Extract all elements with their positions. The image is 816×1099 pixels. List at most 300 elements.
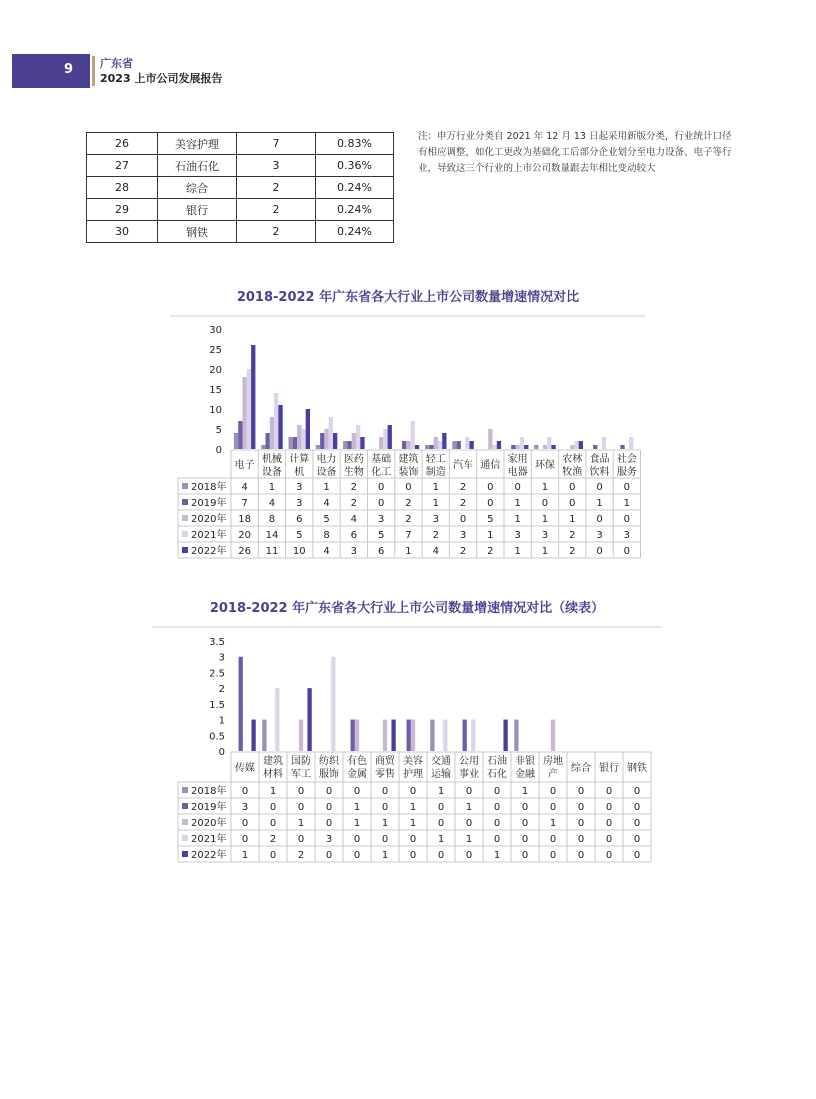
data-label: 0 — [353, 834, 361, 845]
category-label: 军工 — [291, 769, 311, 780]
bar — [503, 720, 507, 751]
bar — [270, 417, 274, 449]
y-tick-label: 5 — [215, 425, 222, 436]
data-label: 0 — [487, 482, 494, 493]
data-label: 2 — [569, 546, 576, 557]
header-region: 广东省 — [100, 57, 133, 70]
table-cell: 28 — [87, 177, 158, 199]
data-label: 0 — [325, 818, 333, 829]
table-cell: 29 — [87, 199, 158, 221]
y-tick-label: 2.5 — [209, 668, 225, 680]
bar — [383, 429, 387, 449]
y-tick-label: 15 — [209, 385, 222, 396]
data-label: 0 — [549, 834, 557, 845]
table-cell: 2 — [237, 221, 316, 243]
data-label: 2 — [405, 514, 412, 525]
table-cell: 26 — [87, 133, 158, 155]
data-label: 1 — [323, 482, 330, 493]
category-label: 国防 — [291, 756, 311, 767]
data-label: 1 — [353, 818, 361, 829]
data-label: 0 — [577, 834, 585, 845]
table-cell: 2 — [237, 177, 316, 199]
data-label: 1 — [381, 850, 389, 861]
table-cell: 2 — [237, 199, 316, 221]
category-label: 纺织 — [319, 756, 339, 767]
data-label: 0 — [493, 818, 501, 829]
legend-swatch — [182, 499, 188, 505]
bar — [415, 445, 419, 449]
data-label: 0 — [633, 818, 641, 829]
data-label: 0 — [241, 834, 249, 845]
category-label: 美容 — [403, 756, 423, 767]
bar — [307, 688, 311, 751]
data-label: 0 — [437, 850, 445, 861]
data-label: 1 — [541, 546, 549, 557]
category-label: 房地 — [543, 756, 563, 767]
data-label: 0 — [325, 802, 333, 813]
legend-label: 2020年 — [191, 514, 227, 525]
bar — [251, 720, 255, 751]
y-tick-label: 1.5 — [209, 699, 225, 711]
data-label: 0 — [409, 850, 417, 861]
data-label: 1 — [569, 514, 576, 525]
data-label: 1 — [297, 818, 305, 829]
data-label: 0 — [521, 834, 529, 845]
y-tick-label: 3.5 — [209, 637, 225, 648]
data-label: 0 — [596, 546, 603, 557]
category-label: 服饰 — [319, 769, 339, 780]
category-label: 汽车 — [453, 460, 474, 471]
bar — [343, 441, 347, 449]
category-label: 机械 — [261, 454, 282, 465]
data-label: 0 — [269, 850, 277, 861]
category-label: 传媒 — [235, 763, 255, 774]
data-label: 2 — [350, 498, 358, 509]
data-label: 0 — [521, 802, 529, 813]
bar — [293, 437, 297, 449]
page-number: 9 — [64, 62, 74, 77]
bar — [316, 445, 320, 449]
bar — [438, 441, 442, 449]
data-label: 0 — [353, 786, 361, 797]
y-tick-label: 25 — [209, 345, 222, 356]
category-label: 环保 — [534, 460, 555, 471]
category-label: 医药 — [343, 454, 364, 465]
data-label: 1 — [541, 514, 549, 525]
legend-label: 2019年 — [191, 498, 227, 509]
data-label: 8 — [268, 514, 276, 525]
category-label: 食品 — [589, 454, 610, 465]
data-label: 0 — [465, 850, 473, 861]
data-label: 3 — [623, 530, 631, 541]
category-label: 生物 — [343, 467, 364, 478]
bar — [516, 445, 520, 449]
category-label: 公用 — [459, 756, 479, 767]
category-label: 基础 — [371, 454, 392, 465]
data-label: 0 — [381, 834, 389, 845]
data-label: 0 — [577, 786, 585, 797]
table-cell: 3 — [237, 155, 316, 177]
data-label: 0 — [269, 802, 277, 813]
data-label: 0 — [623, 546, 631, 557]
bar — [388, 425, 392, 449]
category-label: 运输 — [431, 769, 451, 780]
data-label: 0 — [493, 834, 501, 845]
bar — [289, 437, 293, 449]
bar — [547, 437, 551, 449]
category-label: 通信 — [480, 460, 501, 471]
data-label: 4 — [350, 514, 358, 525]
bar — [402, 441, 406, 449]
category-label: 非银 — [515, 756, 535, 767]
data-label: 0 — [377, 498, 385, 509]
data-label: 0 — [381, 802, 389, 813]
data-label: 0 — [241, 818, 249, 829]
legend-swatch — [182, 819, 188, 825]
bar — [360, 437, 364, 449]
data-label: 2 — [350, 482, 358, 493]
category-label: 化工 — [371, 467, 392, 478]
data-label: 0 — [605, 850, 613, 861]
bar — [320, 433, 324, 449]
category-label: 产 — [548, 769, 558, 780]
bar — [511, 445, 515, 449]
data-label: 11 — [265, 546, 279, 557]
data-label: 0 — [465, 786, 473, 797]
data-label: 0 — [353, 850, 361, 861]
bar — [383, 720, 387, 751]
data-label: 2 — [459, 546, 467, 557]
bar — [301, 429, 305, 449]
data-label: 14 — [265, 530, 279, 541]
data-label: 1 — [353, 802, 361, 813]
data-label: 10 — [292, 546, 306, 557]
data-label: 0 — [437, 802, 445, 813]
data-label: 2 — [269, 834, 277, 845]
bar — [463, 720, 467, 751]
data-label: 0 — [405, 482, 412, 493]
data-label: 0 — [465, 818, 473, 829]
data-label: 0 — [487, 498, 494, 509]
data-label: 18 — [238, 514, 252, 525]
bar — [434, 437, 438, 449]
data-label: 0 — [623, 514, 631, 525]
data-label: 0 — [409, 834, 417, 845]
data-label: 0 — [514, 482, 521, 493]
data-label: 0 — [377, 482, 385, 493]
y-tick-label: 1 — [218, 715, 225, 727]
legend-swatch — [182, 531, 188, 537]
data-label: 3 — [296, 482, 303, 493]
bar — [329, 417, 333, 449]
data-label: 4 — [241, 482, 248, 493]
bar — [391, 720, 395, 751]
chart2-title: 2018-2022 年广东省各大行业上市公司数量增速情况对比（续表） — [209, 601, 605, 616]
data-label: 0 — [297, 834, 305, 845]
table-cell: 0.83% — [316, 133, 394, 155]
data-label: 1 — [514, 514, 521, 525]
category-label: 轻工 — [425, 454, 446, 465]
bar — [442, 433, 446, 449]
data-label: 1 — [409, 802, 417, 813]
category-label: 装饰 — [398, 467, 419, 478]
data-label: 0 — [577, 802, 585, 813]
legend-label: 2021年 — [191, 530, 227, 541]
data-label: 2 — [297, 850, 305, 861]
bar — [514, 720, 518, 751]
data-label: 0 — [459, 514, 467, 525]
bar — [493, 445, 497, 449]
data-label: 0 — [605, 818, 613, 829]
table-cell: 0.36% — [316, 155, 394, 177]
bar — [497, 441, 501, 449]
data-label: 3 — [377, 514, 385, 525]
data-label: 1 — [487, 530, 494, 541]
data-label: 0 — [605, 802, 613, 813]
bar — [352, 433, 356, 449]
data-label: 3 — [296, 498, 303, 509]
bar — [425, 445, 429, 449]
bar — [411, 421, 415, 449]
table-cell: 银行 — [158, 199, 237, 221]
table-cell: 综合 — [158, 177, 237, 199]
data-label: 3 — [350, 546, 358, 557]
data-label: 0 — [269, 818, 277, 829]
bar — [457, 441, 461, 449]
category-label: 商贸 — [375, 756, 395, 767]
bar — [239, 657, 243, 751]
bar — [331, 657, 335, 751]
bar — [629, 437, 633, 449]
data-label: 3 — [459, 530, 467, 541]
bar — [406, 441, 410, 449]
category-label: 银行 — [599, 763, 619, 774]
data-label: 0 — [521, 850, 529, 861]
data-label: 0 — [633, 834, 641, 845]
data-label: 1 — [437, 834, 445, 845]
category-label: 牧渔 — [562, 467, 583, 478]
data-label: 6 — [350, 530, 358, 541]
bar — [275, 688, 279, 751]
data-label: 2 — [487, 546, 494, 557]
data-label: 1 — [493, 850, 501, 861]
bar — [429, 445, 433, 449]
data-label: 3 — [325, 834, 333, 845]
bar — [551, 720, 555, 751]
data-label: 1 — [409, 818, 417, 829]
bar — [452, 441, 456, 449]
bar — [579, 441, 583, 449]
y-tick-label: 3 — [218, 652, 225, 664]
y-tick-label: 10 — [209, 405, 222, 416]
bar — [324, 429, 328, 449]
data-label: 0 — [596, 514, 603, 525]
data-label: 3 — [241, 802, 249, 813]
data-label: 0 — [549, 850, 557, 861]
legend-swatch — [182, 851, 188, 857]
bar — [234, 433, 238, 449]
legend-label: 2021年 — [191, 834, 227, 845]
legend-label: 2022年 — [191, 546, 227, 557]
data-label: 1 — [514, 546, 521, 557]
bar — [602, 437, 606, 449]
legend-swatch — [182, 803, 188, 809]
data-label: 1 — [514, 498, 521, 509]
data-label: 0 — [577, 818, 585, 829]
data-label: 0 — [325, 850, 333, 861]
data-label: 3 — [541, 530, 549, 541]
data-label: 1 — [541, 482, 549, 493]
category-label: 钢铁 — [627, 763, 647, 774]
data-label: 0 — [623, 482, 631, 493]
data-label: 0 — [493, 786, 501, 797]
bar — [407, 720, 411, 751]
data-label: 6 — [377, 546, 385, 557]
bar — [266, 433, 270, 449]
table-cell: 0.24% — [316, 221, 394, 243]
legend-label: 2018年 — [191, 786, 227, 797]
data-label: 0 — [493, 802, 501, 813]
bar — [470, 441, 474, 449]
category-label: 综合 — [571, 763, 591, 774]
bar — [430, 720, 434, 751]
category-label: 材料 — [263, 769, 283, 780]
data-label: 0 — [437, 818, 445, 829]
data-label: 1 — [241, 850, 249, 861]
category-label: 制造 — [425, 467, 446, 478]
bar — [543, 445, 547, 449]
bar — [465, 437, 469, 449]
bar — [574, 441, 578, 449]
data-label: 0 — [549, 802, 557, 813]
bar — [347, 441, 351, 449]
category-label: 饮料 — [589, 467, 610, 478]
data-label: 4 — [432, 546, 439, 557]
data-label: 5 — [487, 514, 494, 525]
data-label: 0 — [569, 498, 576, 509]
data-label: 0 — [605, 834, 613, 845]
data-label: 0 — [541, 498, 549, 509]
category-label: 交通 — [431, 756, 451, 767]
table-cell: 27 — [87, 155, 158, 177]
bar — [355, 720, 359, 751]
category-label: 护理 — [403, 769, 423, 780]
data-label: 8 — [323, 530, 330, 541]
data-label: 1 — [268, 482, 276, 493]
category-label: 机 — [294, 467, 305, 478]
y-tick-label: 2 — [218, 684, 225, 696]
data-label: 1 — [623, 498, 631, 509]
table-cell: 石油石化 — [158, 155, 237, 177]
bar — [443, 720, 447, 751]
data-label: 1 — [465, 834, 473, 845]
y-tick-label: 0.5 — [209, 731, 225, 743]
data-label: 7 — [241, 498, 248, 509]
category-label: 设备 — [261, 467, 282, 478]
table-cell: 0.24% — [316, 177, 394, 199]
data-label: 2 — [432, 530, 439, 541]
data-label: 1 — [465, 802, 473, 813]
legend-label: 2020年 — [191, 818, 227, 829]
bar — [570, 445, 574, 449]
data-label: 5 — [323, 514, 330, 525]
bar — [593, 445, 597, 449]
category-label: 家用 — [507, 454, 528, 465]
bar — [520, 437, 524, 449]
data-label: 1 — [405, 546, 412, 557]
data-label: 1 — [596, 498, 603, 509]
category-label: 电力 — [316, 454, 337, 465]
data-label: 1 — [432, 482, 439, 493]
data-label: 0 — [409, 786, 417, 797]
legend-label: 2022年 — [191, 850, 227, 861]
data-label: 0 — [297, 802, 305, 813]
bar — [471, 720, 475, 751]
data-label: 0 — [577, 850, 585, 861]
bar — [379, 437, 383, 449]
data-label: 1 — [549, 818, 557, 829]
table-cell: 钢铁 — [158, 221, 237, 243]
data-label: 0 — [297, 786, 305, 797]
category-label: 金属 — [347, 769, 367, 780]
data-label: 0 — [633, 850, 641, 861]
data-label: 0 — [241, 786, 249, 797]
category-label: 建筑 — [263, 756, 283, 767]
bar — [534, 445, 538, 449]
bar — [411, 720, 415, 751]
data-label: 0 — [633, 786, 641, 797]
category-label: 有色 — [347, 756, 367, 767]
data-label: 3 — [596, 530, 603, 541]
table-cell: 美容护理 — [158, 133, 237, 155]
data-label: 2 — [459, 498, 467, 509]
data-label: 2 — [569, 530, 576, 541]
bar — [551, 445, 555, 449]
bar — [351, 720, 355, 751]
data-label: 7 — [405, 530, 412, 541]
data-label: 0 — [521, 818, 529, 829]
data-label: 20 — [238, 530, 252, 541]
legend-swatch — [182, 835, 188, 841]
y-tick-label: 30 — [209, 325, 222, 336]
category-label: 金融 — [515, 769, 535, 780]
bar — [261, 445, 265, 449]
bar — [262, 720, 266, 751]
bar — [306, 409, 310, 449]
data-label: 2 — [459, 482, 467, 493]
data-label: 5 — [296, 530, 303, 541]
y-tick-label: 0 — [218, 747, 225, 758]
bar — [620, 445, 624, 449]
bar — [299, 720, 303, 751]
table-cell: 30 — [87, 221, 158, 243]
chart1-title: 2018-2022 年广东省各大行业上市公司数量增速情况对比 — [236, 290, 580, 305]
category-label: 零售 — [375, 769, 395, 780]
bar — [278, 405, 282, 449]
data-label: 4 — [323, 498, 330, 509]
bar — [251, 345, 255, 449]
category-label: 农林 — [562, 454, 583, 465]
bar — [297, 425, 301, 449]
data-label: 0 — [381, 786, 389, 797]
legend-swatch — [182, 483, 188, 489]
bar — [333, 433, 337, 449]
data-label: 0 — [549, 786, 557, 797]
category-label: 石化 — [487, 769, 507, 780]
data-label: 3 — [514, 530, 521, 541]
data-label: 3 — [432, 514, 439, 525]
bar — [243, 377, 247, 449]
